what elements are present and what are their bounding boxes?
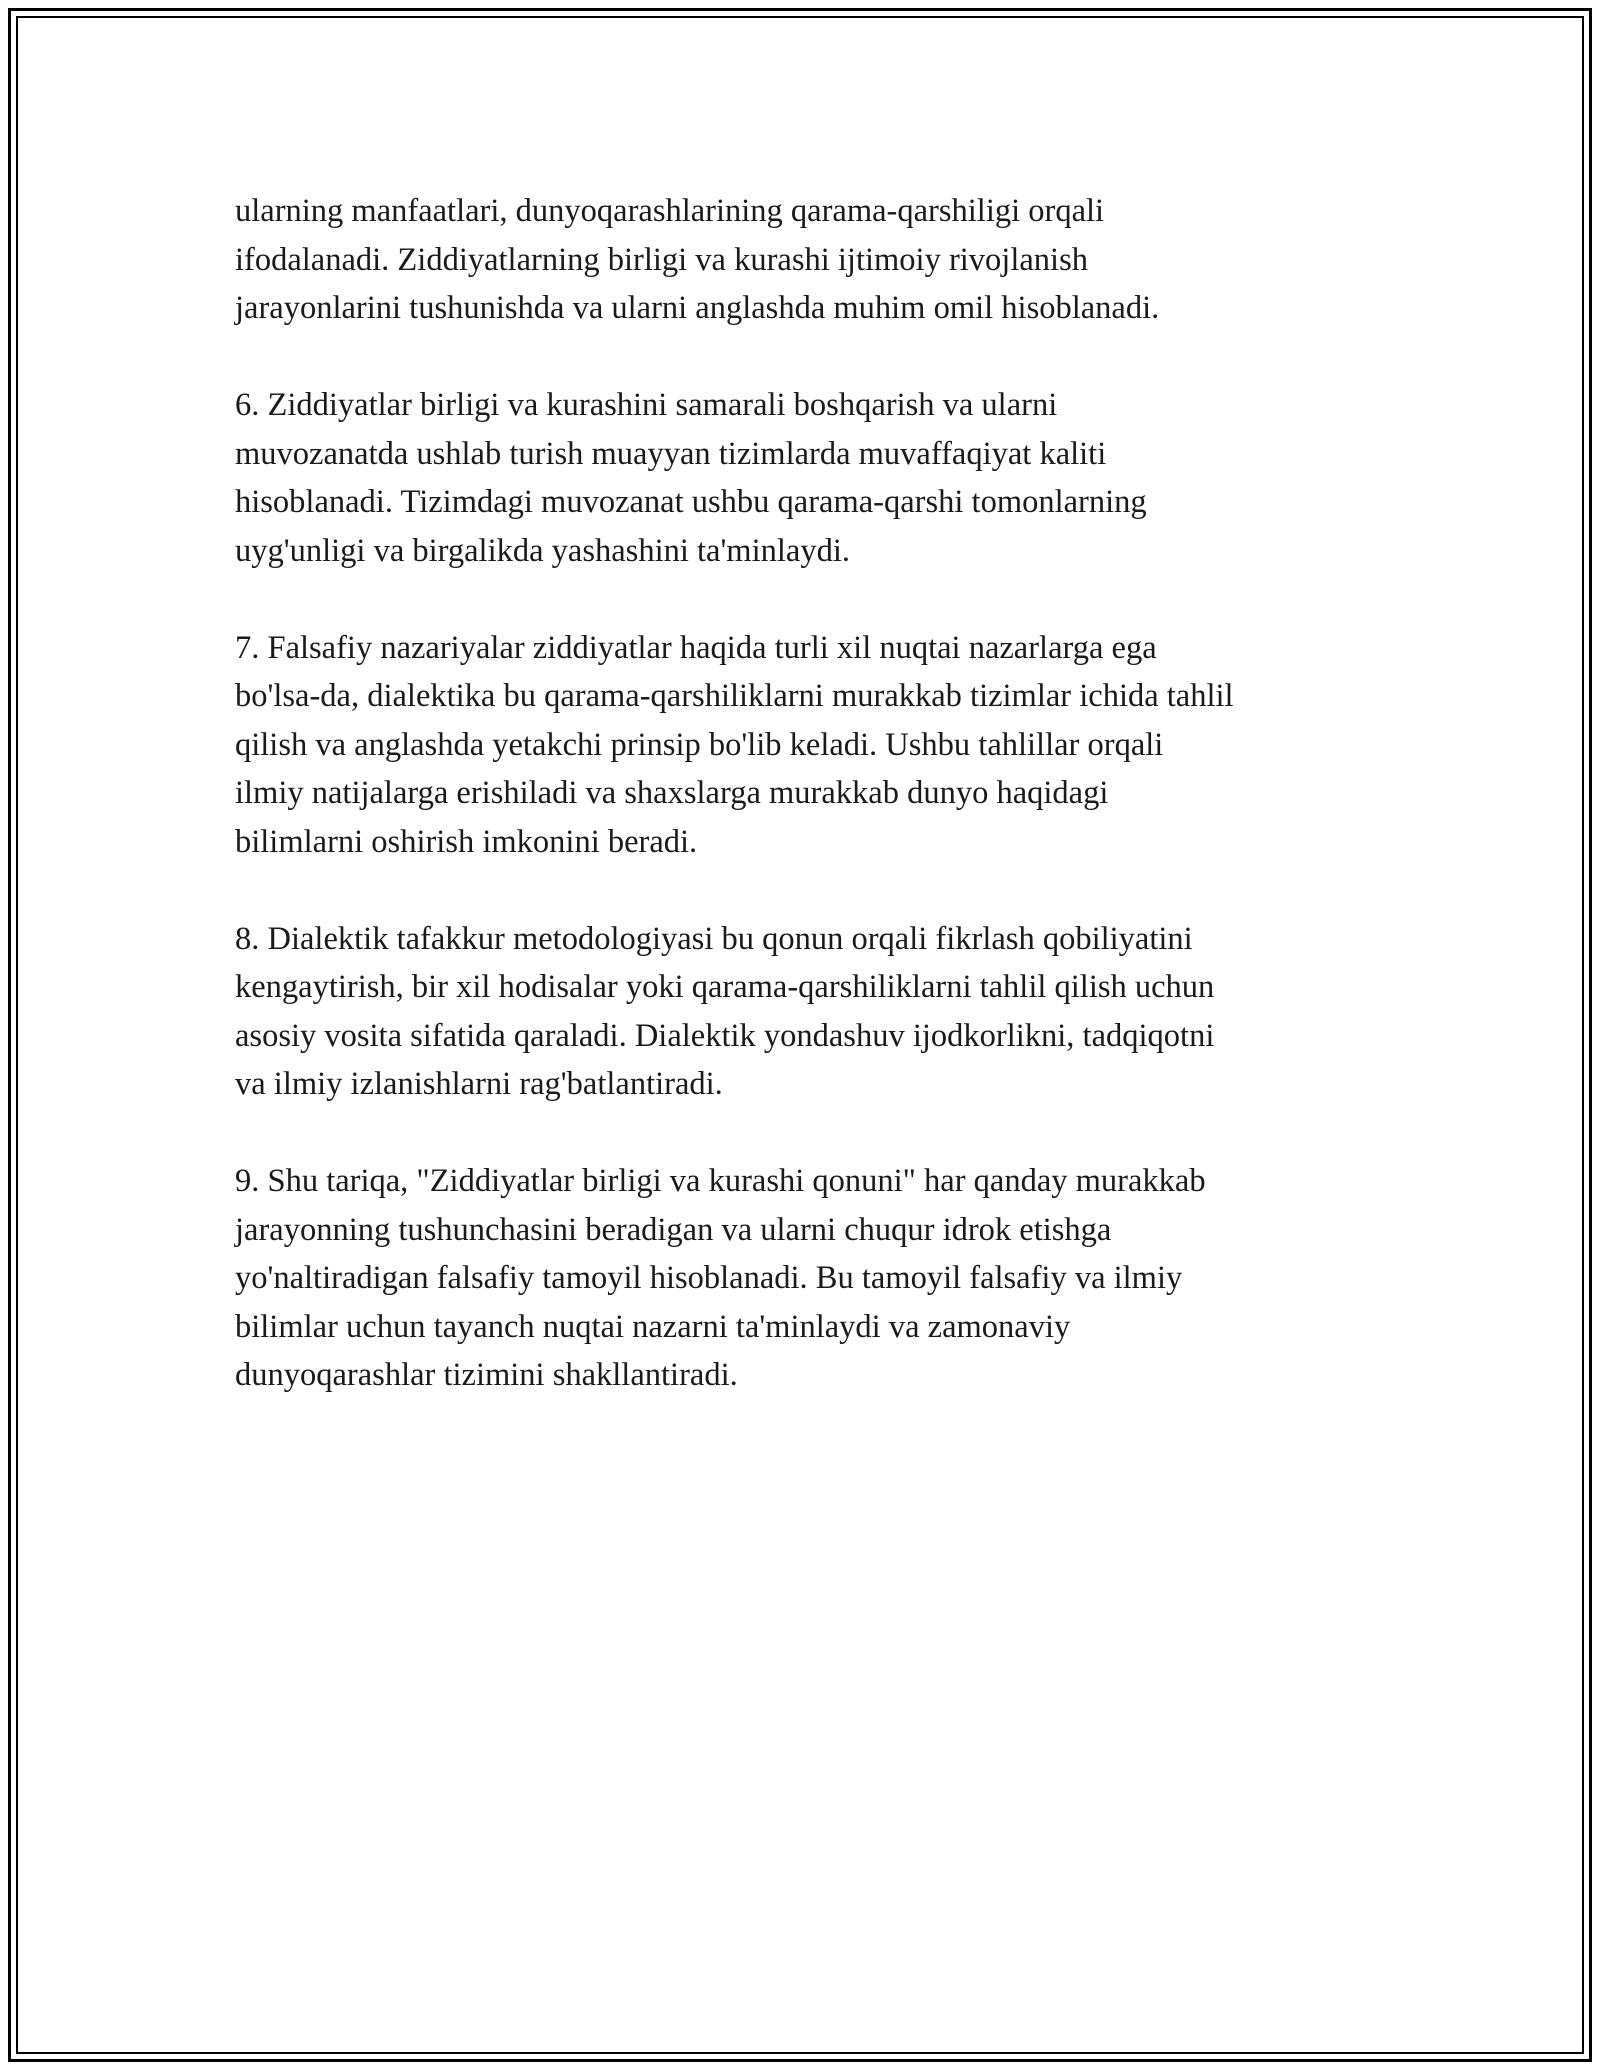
text-line: muvozanatda ushlab turish muayyan tizimlarda muvaffaqiyat kaliti	[235, 435, 1107, 472]
text-line: ilmiy natijalarga erishiladi va shaxslarga murakkab dunyo haqidagi	[235, 775, 1109, 811]
document-body	[235, 187, 1365, 1448]
text-line: 6. Ziddiyatlar birligi va kurashini samarali boshqarish va ularni	[235, 387, 1058, 423]
paragraph-6	[235, 381, 1365, 575]
text-line: 9. Shu tariqa, "Ziddiyatlar birligi va kurashi qonuni" har qanday murakkab	[235, 1163, 1206, 1199]
text-line: yo'naltiradigan falsafiy tamoyil hisoblanadi. Bu tamoyil falsafiy va ilmiy	[235, 1260, 1183, 1296]
text-line: kengaytirish, bir xil hodisalar yoki qarama-qarshiliklarni tahlil qilish uchun	[235, 969, 1215, 1005]
text-line: 8. Dialektik tafakkur metodologiyasi bu qonun orqali fikrlash qobiliyatini	[235, 920, 1193, 957]
text-line: hisoblanadi. Tizimdagi muvozanat ushbu qarama-qarshi tomonlarning	[235, 484, 1147, 520]
paragraph-8	[235, 915, 1365, 1109]
text-line: jarayonlarini tushunishda va ularni anglashda muhim omil hisoblanadi.	[235, 290, 1160, 326]
text-line: bo'lsa-da, dialektika bu qarama-qarshiliklarni murakkab tizimlar ichida tahlil	[235, 678, 1234, 714]
text-line: ularning manfaatlari, dunyoqarashlarining qarama-qarshiligi orqali	[235, 193, 1105, 229]
paragraph-7	[235, 624, 1365, 867]
text-line: ifodalanadi. Ziddiyatlarning birligi va kurashi ijtimoiy rivojlanish	[235, 241, 1088, 278]
text-line: qilish va anglashda yetakchi prinsip bo'lib keladi. Ushbu tahlillar orqali	[235, 726, 1164, 763]
text-line: asosiy vosita sifatida qaraladi. Dialektik yondashuv ijodkorlikni, tadqiqotni	[235, 1017, 1215, 1054]
text-line: 7. Falsafiy nazariyalar ziddiyatlar haqida turli xil nuqtai nazarlarga ega	[235, 629, 1157, 666]
text-line: bilimlarni oshirish imkonini beradi.	[235, 823, 698, 860]
text-line: jarayonning tushunchasini beradigan va ularni chuqur idrok etishga	[235, 1211, 1112, 1248]
paragraph-continuation	[235, 187, 1365, 333]
text-line: bilimlar uchun tayanch nuqtai nazarni ta'minlaydi va zamonaviy	[235, 1308, 1071, 1345]
text-line: va ilmiy izlanishlarni rag'batlantiradi.	[235, 1066, 723, 1102]
text-line: dunyoqarashlar tizimini shakllantiradi.	[235, 1357, 738, 1393]
text-line: uyg'unligi va birgalikda yashashini ta'minlaydi.	[235, 532, 850, 569]
paragraph-9	[235, 1157, 1365, 1400]
